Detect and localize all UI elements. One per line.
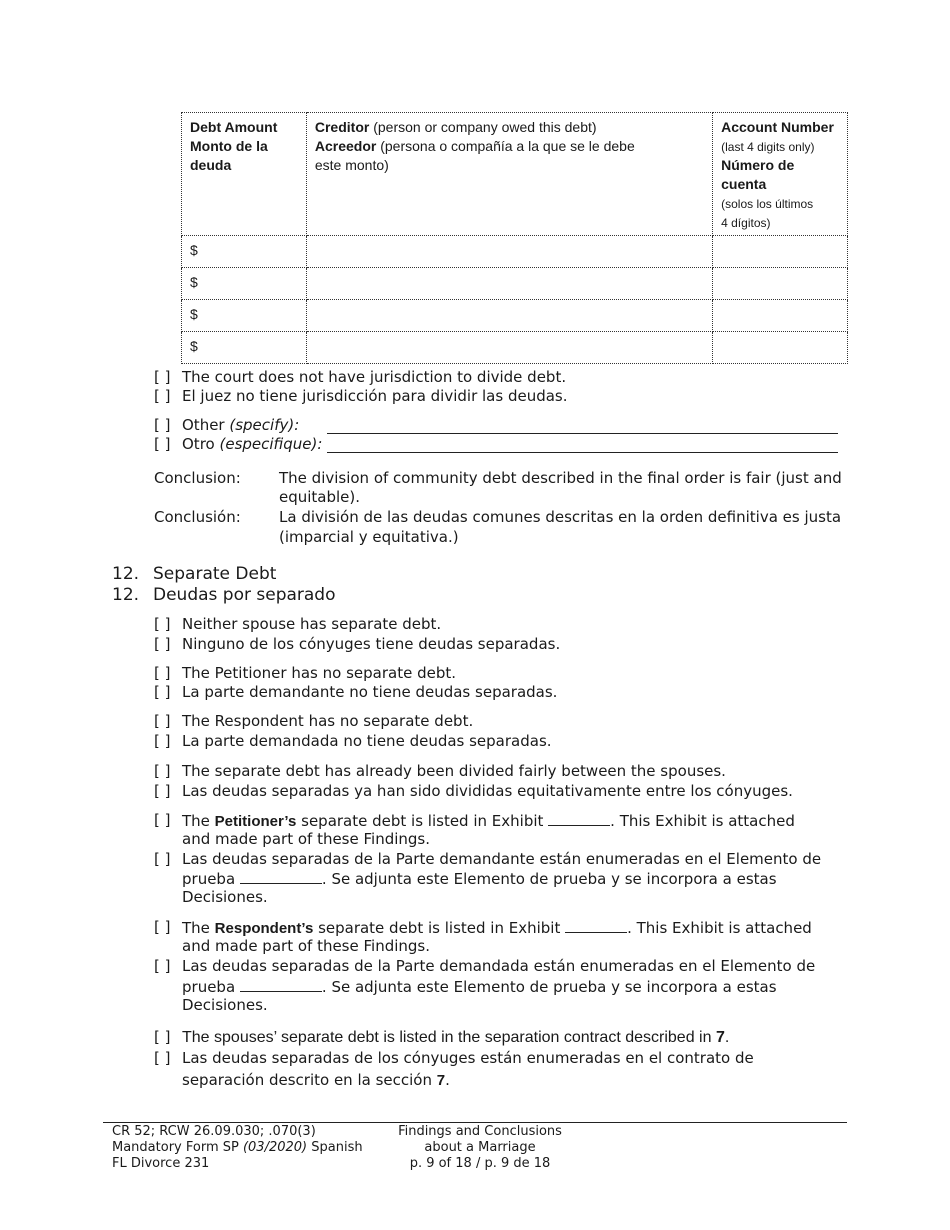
- footer-title-2: about a Marriage: [424, 1140, 536, 1155]
- respondent-prueba-input[interactable]: [240, 977, 322, 992]
- checkbox-contract-es[interactable]: [ ]: [154, 1049, 171, 1067]
- checkbox-respondent-none[interactable]: [ ]: [154, 712, 171, 730]
- table-row: [182, 268, 848, 300]
- checkbox-divided[interactable]: [ ]: [154, 762, 171, 780]
- checkbox-petitioner-none[interactable]: [ ]: [154, 664, 171, 682]
- checkbox-other[interactable]: [ ]: [154, 416, 171, 434]
- conclusion-text-es-2: (imparcial y equitativa.): [279, 528, 459, 546]
- other-label-es: Otro (especifique):: [182, 435, 323, 453]
- section-number-es: 12.: [112, 585, 140, 605]
- neither-text-es: Ninguno de los cónyuges tiene deudas separadas.: [182, 635, 561, 653]
- footer-citation: CR 52; RCW 26.09.030; .070(3): [112, 1124, 316, 1139]
- conclusion-text-en-2: equitable).: [279, 488, 361, 506]
- footer-form-name: FL Divorce 231: [112, 1156, 210, 1171]
- footer-title-1: Findings and Conclusions: [398, 1124, 562, 1139]
- page-number: p. 9 of 18 / p. 9 de 18: [409, 1156, 551, 1171]
- contract-text-en: The spouses’ separate debt is listed in the separation contract described in 7.: [182, 1029, 730, 1046]
- account-cell[interactable]: [713, 332, 848, 364]
- divided-text-es: Las deudas separadas ya han sido divididas equitativamente entre los cónyuges.: [182, 782, 793, 800]
- checkbox-respondent-exhibit[interactable]: [ ]: [154, 918, 171, 936]
- table-header-row: [182, 113, 848, 236]
- contract-text-es: Las deudas separadas de los cónyuges están enumeradas en el contrato de: [182, 1049, 754, 1067]
- checkbox-respondent-none-es[interactable]: [ ]: [154, 732, 171, 750]
- petitioner-exhibit-text-en-2: and made part of these Findings.: [182, 830, 431, 848]
- creditor-cell[interactable]: [306, 268, 712, 300]
- conclusion-text-es-1: La división de las deudas comunes descritas en la orden definitiva es justa: [279, 508, 842, 526]
- table-row: [182, 332, 848, 364]
- respondent-exhibit-input[interactable]: [565, 918, 627, 933]
- checkbox-respondent-exhibit-es[interactable]: [ ]: [154, 957, 171, 975]
- checkbox-petitioner-exhibit-es[interactable]: [ ]: [154, 850, 171, 868]
- other-label-en: Other (specify):: [182, 416, 300, 434]
- other-especifique-input[interactable]: [327, 438, 838, 453]
- checkbox-divided-es[interactable]: [ ]: [154, 782, 171, 800]
- petitioner-none-text-es: La parte demandante no tiene deudas separadas.: [182, 683, 558, 701]
- petitioner-exhibit-text-en: The Petitioner’s separate debt is listed in Exhibit . This Exhibit is attached: [182, 812, 795, 830]
- conclusion-label-es: Conclusión:: [154, 508, 241, 526]
- account-cell[interactable]: [713, 236, 848, 268]
- section-title-en: Separate Debt: [153, 564, 277, 584]
- section-title-es: Deudas por separado: [153, 585, 336, 605]
- creditor-cell[interactable]: [306, 300, 712, 332]
- checkbox-petitioner-none-es[interactable]: [ ]: [154, 683, 171, 701]
- account-cell[interactable]: [713, 300, 848, 332]
- footer-form-id: Mandatory Form SP (03/2020) Spanish: [112, 1140, 363, 1155]
- checkbox-neither-es[interactable]: [ ]: [154, 635, 171, 653]
- other-specify-input[interactable]: [327, 419, 838, 434]
- petitioner-exhibit-text-es-2: prueba . Se adjunta este Elemento de prueba y se incorpora a estas: [182, 870, 777, 888]
- debt-amount-cell[interactable]: $: [182, 300, 307, 332]
- respondent-exhibit-text-en-2: and made part of these Findings.: [182, 937, 431, 955]
- checkbox-jurisdiction-es[interactable]: [ ]: [154, 387, 171, 405]
- respondent-none-text-es: La parte demandada no tiene deudas separadas.: [182, 732, 552, 750]
- table-row: [182, 300, 848, 332]
- conclusion-label-en: Conclusion:: [154, 469, 241, 487]
- account-cell[interactable]: [713, 268, 848, 300]
- divided-text-en: The separate debt has already been divided fairly between the spouses.: [182, 762, 726, 780]
- respondent-exhibit-text-es-2: prueba . Se adjunta este Elemento de prueba y se incorpora a estas: [182, 978, 777, 996]
- neither-text-en: Neither spouse has separate debt.: [182, 615, 442, 633]
- footer-divider: [103, 1122, 847, 1123]
- checkbox-petitioner-exhibit[interactable]: [ ]: [154, 811, 171, 829]
- debt-amount-cell[interactable]: $: [182, 236, 307, 268]
- debt-table: [181, 112, 848, 364]
- checkbox-jurisdiction[interactable]: [ ]: [154, 368, 171, 386]
- respondent-exhibit-text-es: Las deudas separadas de la Parte demandada están enumeradas en el Elemento de: [182, 957, 816, 975]
- petitioner-exhibit-text-es: Las deudas separadas de la Parte demandante están enumeradas en el Elemento de: [182, 850, 822, 868]
- header-debt-amount: Debt Amount Monto de la deuda: [182, 113, 307, 236]
- respondent-exhibit-text-en: The Respondent’s separate debt is listed in Exhibit . This Exhibit is attached: [182, 919, 812, 937]
- jurisdiction-text-en: The court does not have jurisdiction to divide debt.: [182, 368, 567, 386]
- header-account-number: Account Number (last 4 digits only) Número de cuenta (solos los últimos 4 dígitos): [713, 113, 848, 236]
- debt-amount-cell[interactable]: $: [182, 332, 307, 364]
- respondent-none-text-en: The Respondent has no separate debt.: [182, 712, 474, 730]
- section-number: 12.: [112, 564, 140, 584]
- debt-amount-cell[interactable]: $: [182, 268, 307, 300]
- jurisdiction-text-es: El juez no tiene jurisdicción para dividir las deudas.: [182, 387, 568, 405]
- checkbox-contract[interactable]: [ ]: [154, 1028, 171, 1046]
- petitioner-prueba-input[interactable]: [240, 869, 322, 884]
- creditor-cell[interactable]: [306, 332, 712, 364]
- respondent-exhibit-text-es-3: Decisiones.: [182, 996, 268, 1014]
- table-row: [182, 236, 848, 268]
- checkbox-other-es[interactable]: [ ]: [154, 435, 171, 453]
- petitioner-exhibit-input[interactable]: [548, 811, 610, 826]
- header-creditor: Creditor (person or company owed this debt) Acreedor (persona o compañía a la que se le debe este monto): [306, 113, 712, 236]
- petitioner-none-text-en: The Petitioner has no separate debt.: [182, 664, 456, 682]
- contract-text-es-2: separación descrito en la sección 7.: [182, 1071, 450, 1089]
- creditor-cell[interactable]: [306, 236, 712, 268]
- conclusion-text-en-1: The division of community debt described in the final order is fair (just and: [279, 469, 842, 487]
- petitioner-exhibit-text-es-3: Decisiones.: [182, 888, 268, 906]
- checkbox-neither[interactable]: [ ]: [154, 615, 171, 633]
